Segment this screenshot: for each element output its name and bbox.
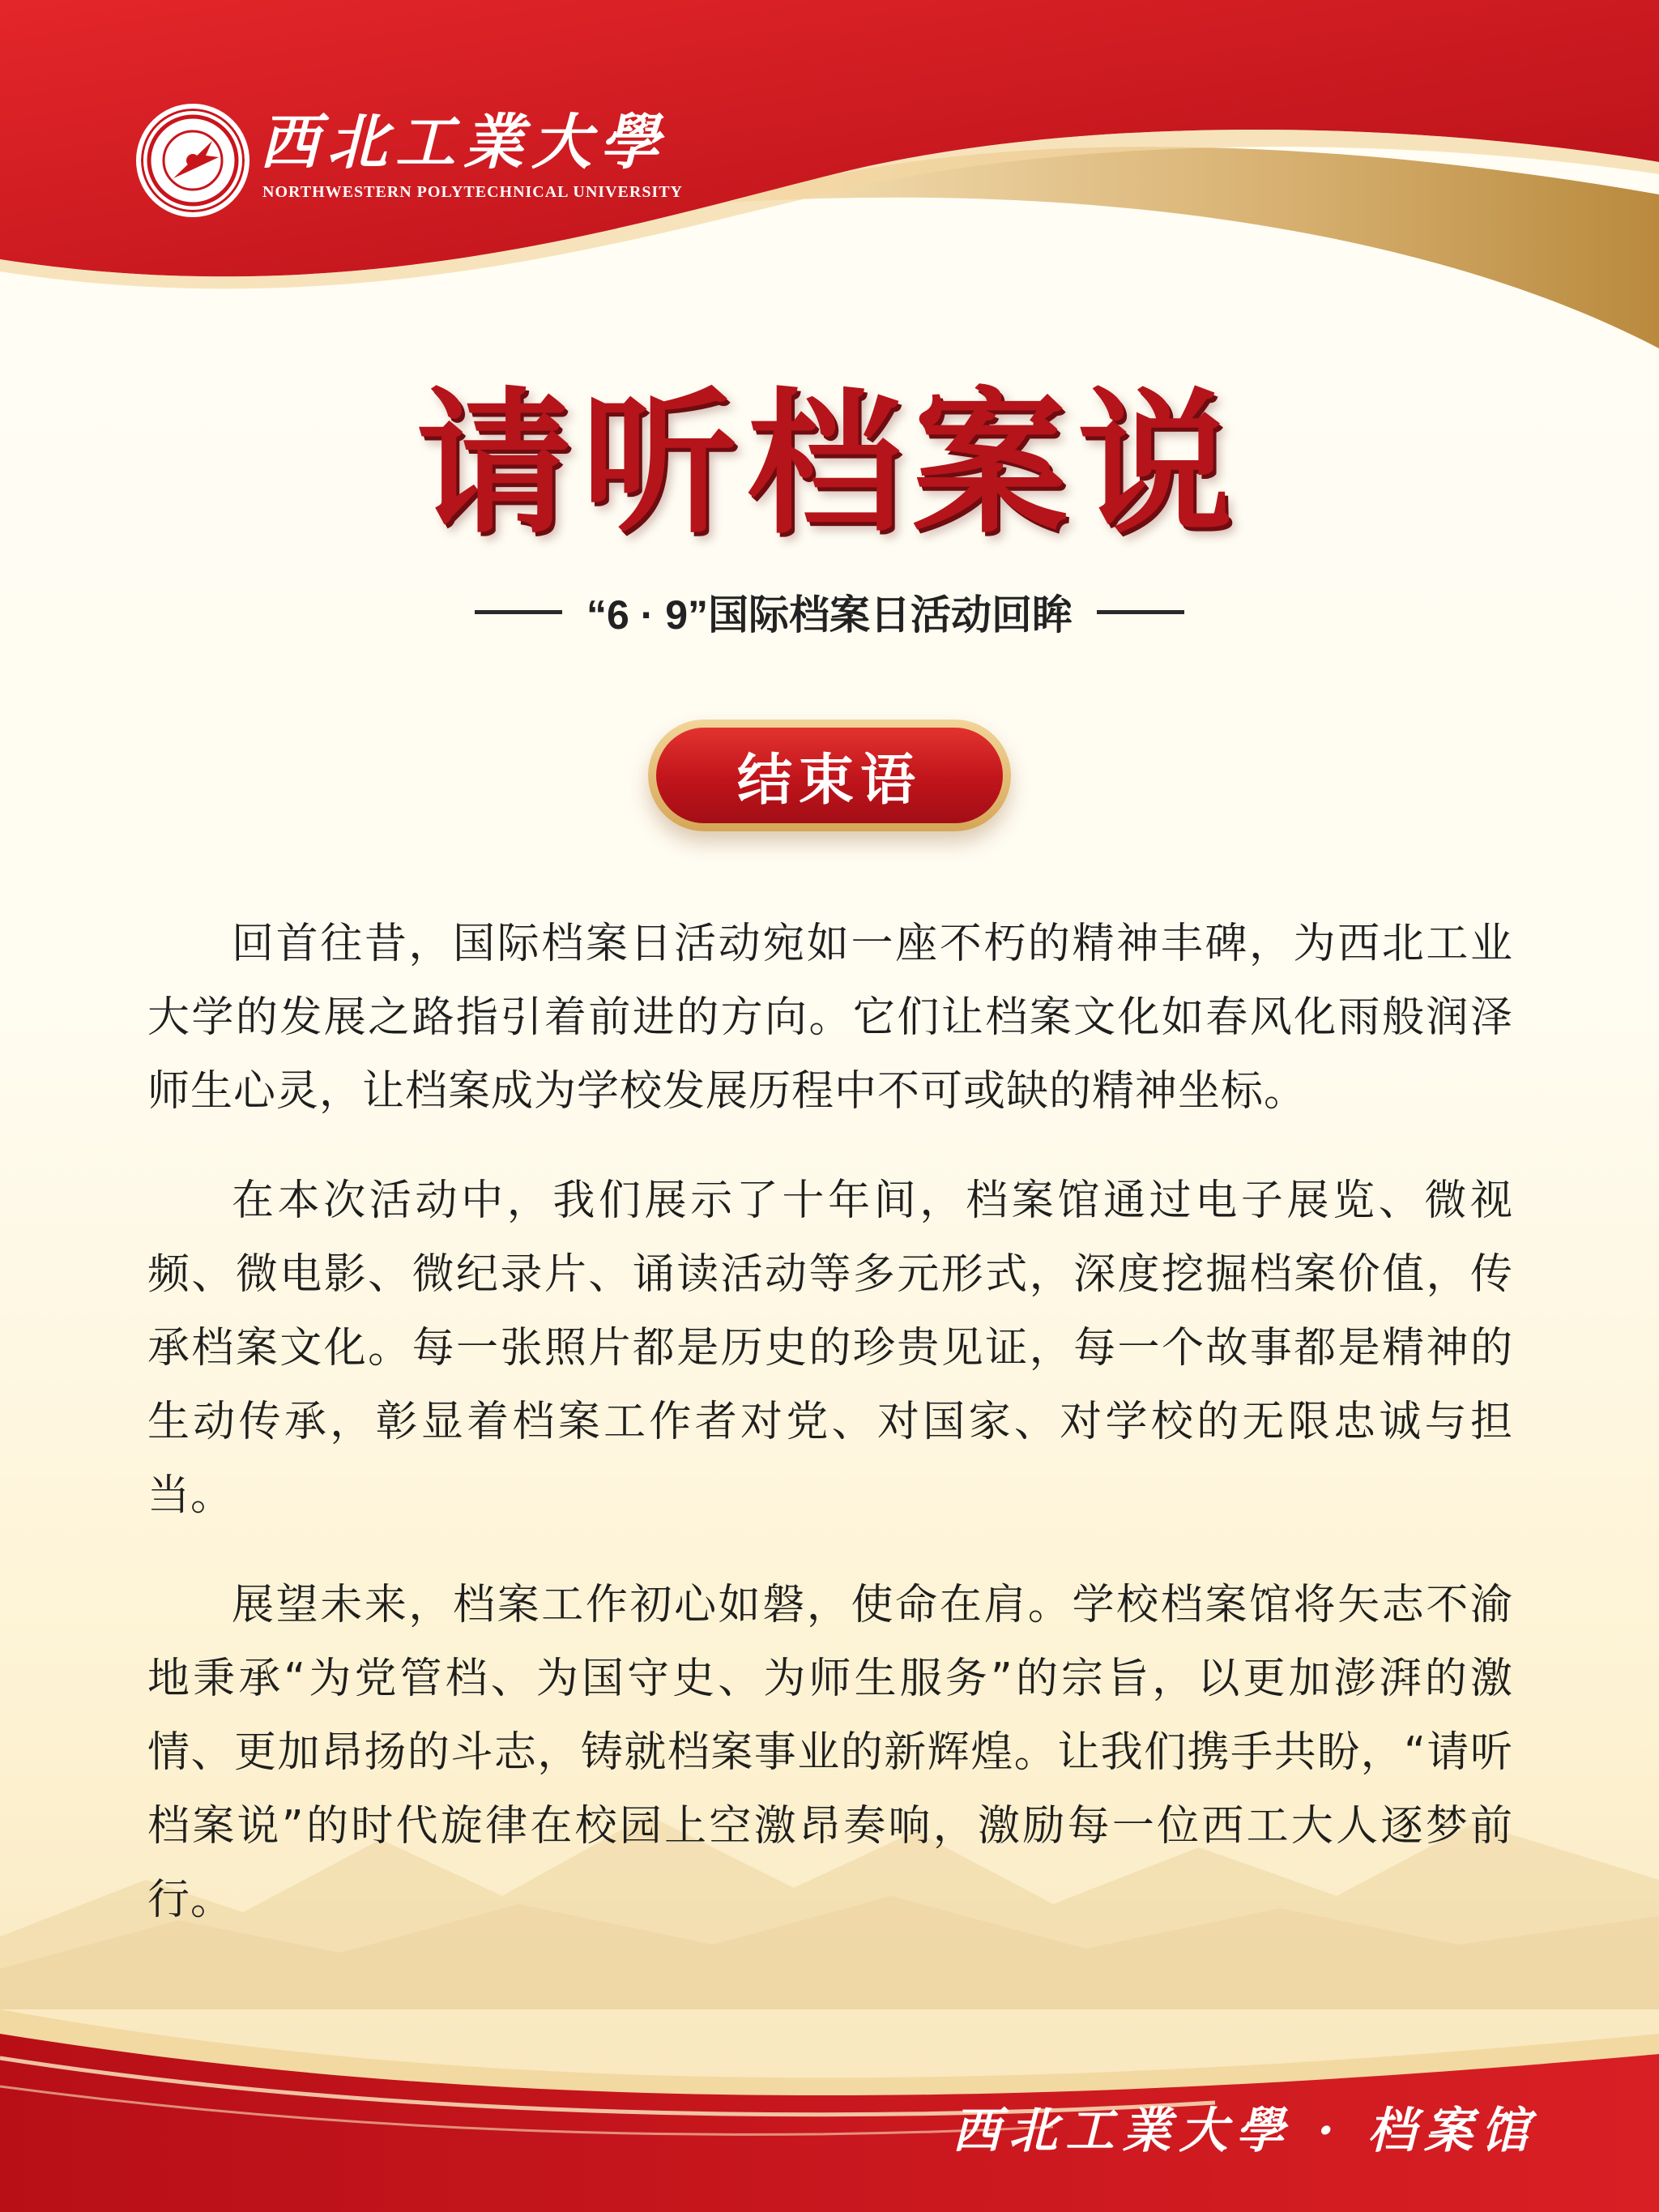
paragraph-1: 回首往昔，国际档案日活动宛如一座不朽的精神丰碑，为西北工业大学的发展之路指引着前进的方向。它们让档案文化如春风化雨般润泽师生心灵，让档案成为学校发展历程中不可或缺的精神坐标。 <box>147 920 1513 1116</box>
paragraph-3: 展望未来，档案工作初心如磐，使命在肩。学校档案馆将矢志不渝地秉承“为党管档、为国守史、为师生服务”的宗旨，以更加澎湃的激情、更加昂扬的斗志，铸就档案事业的新辉煌。让我们携手共盼，“请听档案说”的时代旋律在校园上空激昂奏响，激励每一位西工大人逐梦前行。 <box>147 1581 1513 1924</box>
university-logo <box>136 104 849 217</box>
paragraph-2: 在本次活动中，我们展示了十年间，档案馆通过电子展览、微视频、微电影、微纪录片、诵读活动等多元形式，深度挖掘档案价值，传承档案文化。每一张照片都是历史的珍贵见证，每一个故事都是精神的生动传承，彰显着档案工作者对党、对国家、对学校的无限忠诚与担当。 <box>147 1176 1513 1520</box>
bottom-red-wave <box>0 1920 1659 2212</box>
section-badge <box>648 720 1011 831</box>
university-seal-icon <box>136 104 249 217</box>
logo-english-name: NORTHWESTERN POLYTECHNICAL UNIVERSITY <box>262 183 684 201</box>
logo-chinese-name: 西北工業大學 <box>259 108 667 177</box>
subtitle: “6 · 9”国际档案日活动回眸 <box>586 592 1073 638</box>
footer-signature: 西北工業大學 · 档案馆 <box>952 2103 1537 2159</box>
section-badge-label: 结束语 <box>736 748 922 813</box>
body-text <box>147 907 1513 1973</box>
subtitle-left-line <box>475 610 562 614</box>
section-badge-inner <box>656 728 1003 823</box>
page-title: 请听档案说 <box>416 373 1243 555</box>
subtitle-right-line <box>1097 610 1184 614</box>
subtitle-row <box>0 583 1659 640</box>
